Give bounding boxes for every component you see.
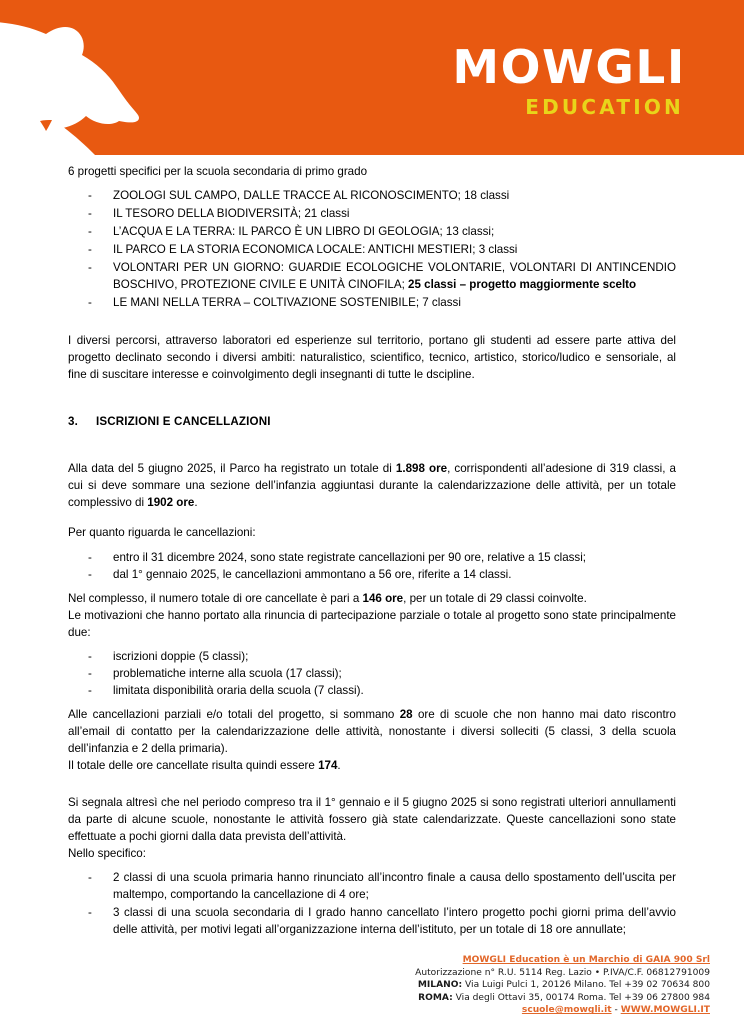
- specifico-list: [68, 869, 676, 938]
- intro-line: 6 progetti specifici per la scuola secondaria di primo grado: [68, 165, 368, 178]
- section-heading-iscrizioni: [68, 413, 676, 430]
- list-item: [68, 682, 676, 699]
- para-parziali-part2: ore di scuole che non hanno mai dato riscontro all’email di contatto per la calendarizzazione delle attività, nonostante i diversi solleciti (5 classi, 3 della scuola dell’infanzia e 2 della primaria).: [68, 707, 676, 755]
- project-text: IL PARCO E LA STORIA ECONOMICA LOCALE: ANTICHI MESTIERI; 3 classi: [113, 243, 518, 257]
- project-text: L’ACQUA E LA TERRA: IL PARCO È UN LIBRO DI GEOLOGIA; 13 classi;: [113, 225, 495, 239]
- para-totale-part3: .: [194, 496, 198, 510]
- footer-roma-label: ROMA:: [418, 992, 453, 1003]
- lead-cancellazioni: Per quanto riguarda le cancellazioni:: [68, 526, 256, 540]
- footer-contact-line: [310, 1004, 710, 1017]
- para-tc-part2: .: [337, 758, 341, 772]
- footer-authorization-line: Autorizzazione n° R.U. 5114 Reg. Lazio • P.IVA/C.F. 06812791009: [415, 967, 710, 978]
- motivazione-text: limitata disponibilità oraria della scuola (7 classi).: [113, 683, 364, 697]
- dash-bullet: -: [88, 243, 92, 257]
- para-complesso-part2: , per un totale di 29 classi coinvolte.: [403, 591, 587, 605]
- dash-bullet: -: [88, 567, 92, 581]
- list-item: [68, 665, 676, 682]
- project-text: IL TESORO DELLA BIODIVERSITÀ; 21 classi: [113, 207, 350, 221]
- lead-specifico: Nello specifico:: [68, 846, 146, 860]
- page-footer: [310, 954, 710, 1017]
- cancellazione-text: entro il 31 dicembre 2024, sono state registrate cancellazioni per 90 ore, relative a 15 classi;: [113, 550, 587, 564]
- projects-list: [68, 187, 676, 311]
- para-totale-part2: , corrispondenti all’adesione di 319 classi, a cui si deve sommare una sezione dell’infanzia aggiuntasi durante la calendarizzazione delle attività, per un totale complessivo di: [68, 462, 676, 510]
- motivazioni-list: [68, 648, 676, 699]
- footer-brand-line: MOWGLI Education è un Marchio di GAIA 900 Srl: [462, 955, 710, 966]
- cancellazioni-list: [68, 549, 676, 583]
- paragraph-segnala: Si segnala altresì che nel periodo compreso tra il 1° gennaio e il 5 giugno 2025 si sono registrati ulteriori annullamenti da parte di alcune scuole, nonostante le attività fossero già state calendarizzate. Queste cancellazioni sono state effettuate a pochi giorni dalla data prevista dell’attività.: [68, 795, 676, 843]
- mowgli-logo: [452, 40, 686, 119]
- dash-bullet: -: [88, 683, 92, 697]
- logo-tagline: EDUCATION: [525, 95, 684, 119]
- list-item: [68, 241, 676, 258]
- list-item: [68, 648, 676, 665]
- section-title: ISCRIZIONI E CANCELLAZIONI: [96, 415, 271, 429]
- paragraph-percorsi: I diversi percorsi, attraverso laboratori ed esperienze sul territorio, portano gli studenti ad essere parte attiva del progetto declinato secondo i diversi ambiti: naturalistico, scientifico, tecnico, artistico, storico/ludico e sensoriale, al fine di suscitare interesse e coinvolgimento degli insegnanti di tutte le dscipline.: [68, 334, 676, 382]
- dash-bullet: -: [88, 666, 92, 680]
- footer-separator: -: [611, 1005, 621, 1016]
- project-text-highlight: 25 classi – progetto maggiormente scelto: [408, 278, 637, 292]
- logo-wordmark: MOWGLI: [452, 40, 686, 94]
- para-complesso-bold1: 146 ore: [362, 591, 404, 605]
- dash-bullet: -: [88, 906, 92, 920]
- footer-email-link[interactable]: scuole@mowgli.it: [521, 1005, 612, 1016]
- list-item: [68, 294, 676, 311]
- footer-website-link[interactable]: WWW.MOWGLI.IT: [620, 1005, 710, 1016]
- specifico-text: 3 classi di una scuola secondaria di I grado hanno cancellato l’intero progetto pochi giorni prima dell’avvio delle attività, per motivi legati all’organizzazione interna dell’istituto, per un totale di 18 ore annullate;: [113, 906, 676, 937]
- list-item: [68, 187, 676, 204]
- list-item: [68, 904, 676, 938]
- project-text: LE MANI NELLA TERRA – COLTIVAZIONE SOSTENIBILE; 7 classi: [113, 296, 461, 310]
- para-totale-bold1: 1.898 ore: [395, 462, 448, 476]
- specifico-text: 2 classi di una scuola primaria hanno rinunciato all’incontro finale a causa dello spostamento dell’uscita per maltempo, comportando la cancellazione di 4 ore;: [113, 871, 676, 902]
- project-text: ZOOLOGI SUL CAMPO, DALLE TRACCE AL RICONOSCIMENTO; 18 classi: [113, 189, 510, 203]
- paragraph-motivazioni: Le motivazioni che hanno portato alla rinuncia di partecipazione parziale o totale al progetto sono state principalmente due:: [68, 608, 676, 639]
- motivazione-text: problematiche interne alla scuola (17 classi);: [113, 666, 342, 680]
- dash-bullet: -: [88, 871, 92, 884]
- list-item: [68, 223, 676, 240]
- para-tc-part1: Il totale delle ore cancellate risulta quindi essere: [68, 758, 319, 772]
- list-item: [68, 549, 676, 566]
- section-number: 3.: [68, 415, 78, 429]
- cancellazione-text: dal 1° gennaio 2025, le cancellazioni ammontano a 56 ore, riferite a 14 classi.: [113, 567, 512, 581]
- project-text: VOLONTARI PER UN GIORNO: GUARDIE ECOLOGICHE VOLONTARIE, VOLONTARI DI ANTINCENDIO BOSCHIVO, PROTEZIONE CIVILE E UNITÀ CINOFILA;: [113, 261, 676, 292]
- list-item: [68, 259, 676, 293]
- dash-bullet: -: [88, 296, 92, 310]
- paragraph-parziali: [68, 706, 676, 757]
- dash-bullet: -: [88, 225, 92, 239]
- footer-roma-text: Via degli Ottavi 35, 00174 Roma. Tel +39 06 27800 984: [452, 992, 710, 1003]
- para-parziali-bold1: 28: [399, 707, 413, 721]
- footer-milano-line: [310, 979, 710, 992]
- list-item: [68, 869, 676, 903]
- dash-bullet: -: [88, 189, 92, 203]
- dash-bullet: -: [88, 550, 92, 564]
- footer-milano-text: Via Luigi Pulci 1, 20126 Milano. Tel +39 02 70634 800: [462, 980, 710, 991]
- dash-bullet: -: [88, 207, 92, 221]
- footer-roma-line: [310, 992, 710, 1005]
- paragraph-totale-cancellate: [68, 757, 676, 774]
- para-totale-part1: Alla data del 5 giugno 2025, il Parco ha registrato un totale di: [68, 462, 396, 476]
- list-item: [68, 566, 676, 583]
- document-body: [68, 163, 676, 939]
- page-header-banner: [0, 0, 744, 155]
- para-totale-bold2: 1902 ore: [147, 496, 195, 510]
- para-parziali-part1: Alle cancellazioni parziali e/o totali del progetto, si sommano: [68, 707, 400, 721]
- list-item: [68, 205, 676, 222]
- dash-bullet: -: [88, 261, 92, 275]
- paragraph-totale-ore: [68, 460, 676, 511]
- footer-milano-label: MILANO:: [417, 980, 463, 991]
- motivazione-text: iscrizioni doppie (5 classi);: [113, 649, 249, 663]
- para-complesso-part1: Nel complesso, il numero totale di ore cancellate è pari a: [68, 591, 363, 605]
- dash-bullet: -: [88, 649, 92, 663]
- para-tc-bold1: 174: [318, 758, 338, 772]
- paragraph-complesso: [68, 590, 676, 607]
